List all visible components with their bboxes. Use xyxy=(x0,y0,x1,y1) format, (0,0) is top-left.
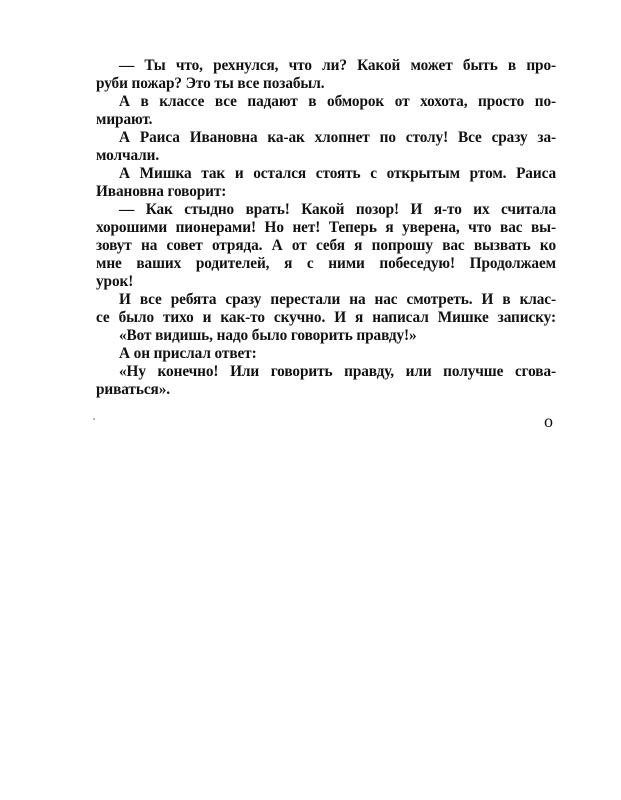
text-line-13: урок! xyxy=(96,273,134,290)
text-line-9: — Как стыдно врать! Какой позор! И я-то их считала xyxy=(119,201,556,218)
text-line-7: А Мишка так и остался стоять с открытым ртом. Раиса xyxy=(119,165,556,182)
text-line-11: зовут на совет отряда. А от себя я попрошу вас вызвать ко xyxy=(96,237,556,254)
text-line-10: хорошими пионерами! Но нет! Теперь я уверена, что вас вы- xyxy=(96,219,556,236)
stray-mark xyxy=(93,418,95,420)
text-line-18: «Ну конечно! Или говорить правду, или получше сгова- xyxy=(119,363,556,380)
text-line-17: А он прислал ответ: xyxy=(119,345,257,362)
text-line-8: Ивановна говорит: xyxy=(96,183,227,200)
text-line-5: А Раиса Ивановна ка-ак хлопнет по столу! Все сразу за- xyxy=(119,129,556,146)
text-line-15: се было тихо и как-то скучно. И я написал Мишке записку: xyxy=(96,309,556,326)
text-line-12: мне ваших родителей, я с ними побеседую! Продолжаем xyxy=(96,255,556,272)
text-line-16: «Вот видишь, надо было говорить правду!» xyxy=(119,327,417,344)
text-line-1: — Ты что, рехнулся, что ли? Какой может быть в про- xyxy=(119,57,556,74)
story-text xyxy=(96,57,556,399)
text-line-3: А в классе все падают в обморок от хохота, просто по- xyxy=(119,93,556,110)
end-ornament: o xyxy=(544,411,553,431)
text-line-4: мирают. xyxy=(96,111,153,128)
text-line-6: молчали. xyxy=(96,147,160,164)
text-line-2: руби пожар? Это ты все позабыл. xyxy=(96,75,325,92)
text-line-19: риваться». xyxy=(96,381,170,398)
text-line-14: И все ребята сразу перестали на нас смотреть. И в клас- xyxy=(119,291,556,308)
